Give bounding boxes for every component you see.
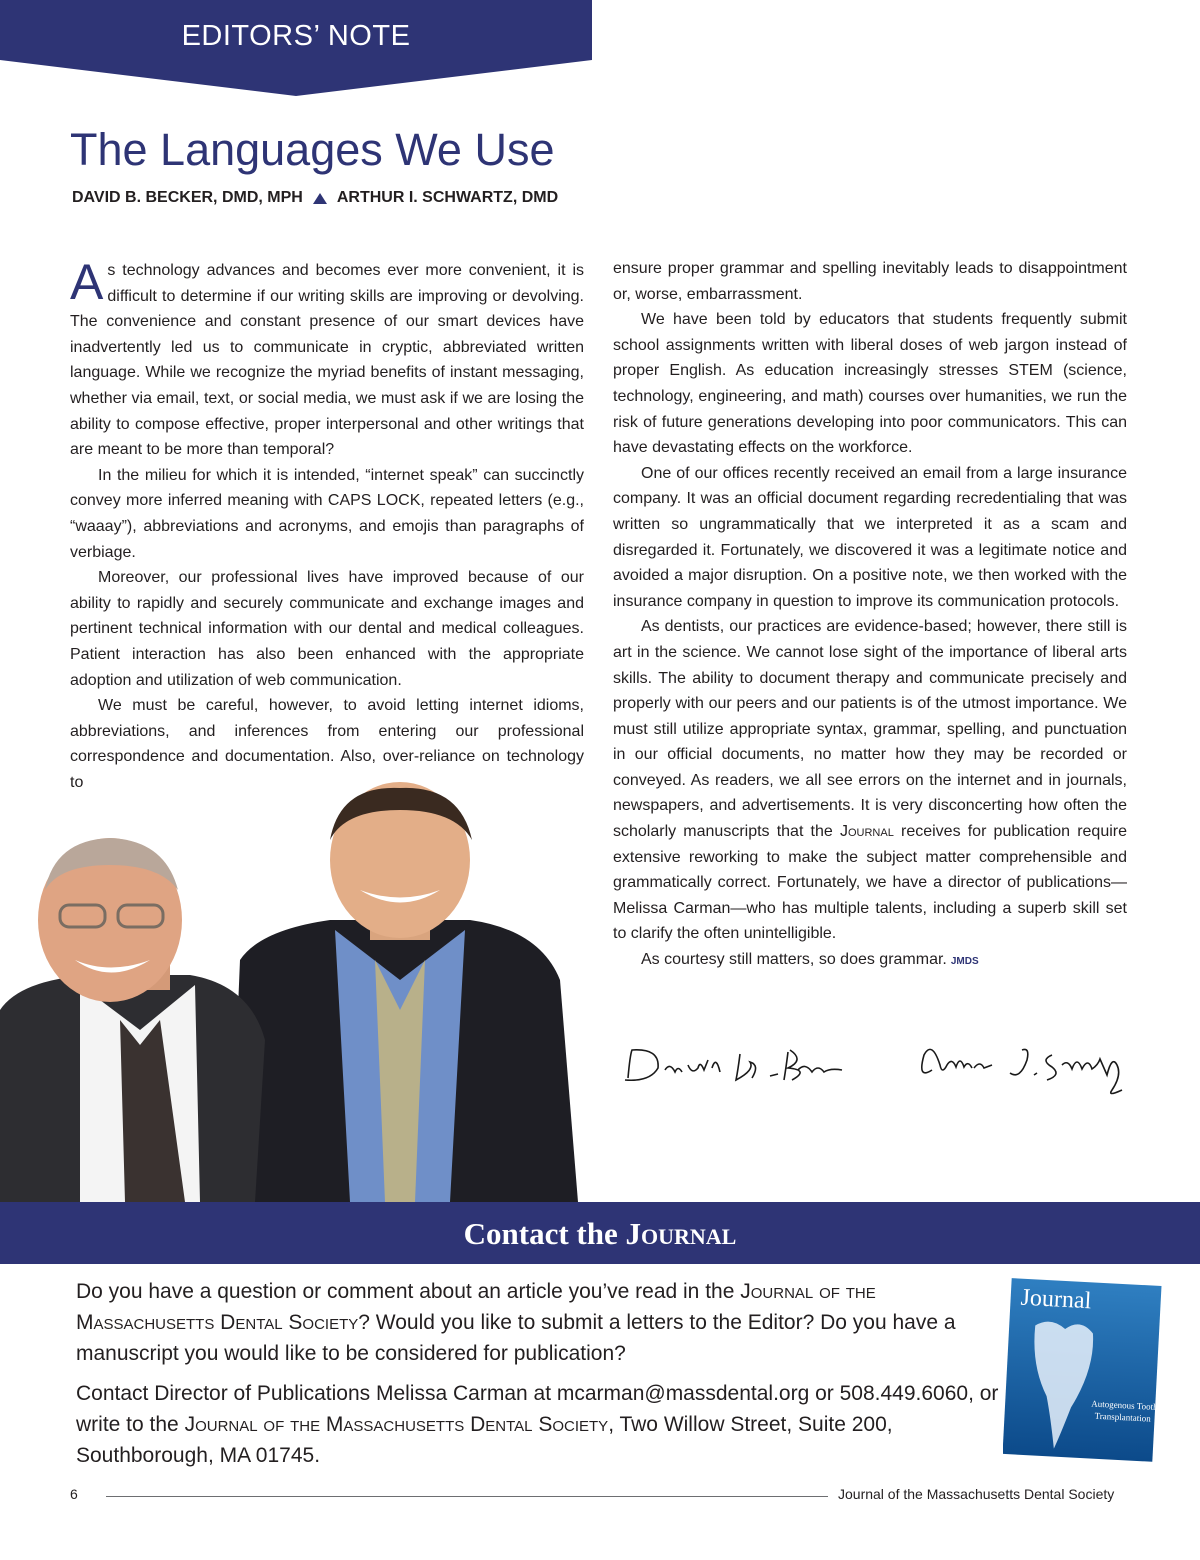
paragraph: We have been told by educators that students frequently submit school assignments written with liberal doses of web jargon instead of proper English. As education increasingly stresses STEM (science, technology, engineering, and math) courses over humanities, we run the risk of future generations developing into poor communicators. This can have devastating effects on the workforce. (613, 311, 1127, 457)
footer-journal-name: Journal of the Massachusetts Dental Society (838, 1486, 1115, 1502)
contact-heading-journal: Journal (625, 1216, 737, 1251)
contact-heading: Contact the Journal (463, 1216, 737, 1251)
cover-caption-1: Autogenous Tooth (1090, 1398, 1158, 1412)
paragraph: In the milieu for which it is intended, “internet speak” can succinctly convey more inferred meaning with CAPS LOCK, repeated letters (e.g., “waaay”), abbreviations and acronyms, and emojis than paragraphs of verbiage. (70, 466, 584, 561)
signature-becker (620, 1040, 850, 1090)
journal-smallcaps: Journal (839, 823, 894, 841)
paragraph: As dentists, our practices are evidence-based; however, there still is art in the science. We cannot lose sight of the importance of liberal arts skills. The ability to document therapy and communicate precisely and properly with our peers and our patients is of the utmost importance. We must still utilize appropriate syntax, grammar, spelling, and punctuation in our official documents, no matter how they may be recorded or conveyed. As readers, we all see errors on the internet and in journals, newspapers, and advertisements. It is very disconcerting how often the scholarly manuscripts that the Journal receives for publication require extensive reworking to make the subject matter comprehensible and grammatically correct. Fortunately, we have a director of publications—Melissa Carman—who has multiple talents, including a superb skill set to clarify the often unintelligible. (613, 618, 1128, 943)
author-1: DAVID B. BECKER, DMD, MPH (72, 189, 303, 206)
paragraph: As technology advances and becomes ever more convenient, it is difficult to determine if our writing skills are improving or devolving. The convenience and constant presence of our smart devices have inadvertently led us to communicate in cryptic, abbreviated written language. While we recognize the myriad benefits of instant messaging, whether via email, text, or social media, we must ask if we are losing the ability to compose effective, proper interpersonal and other writings that are meant to be more than temporal? (70, 254, 584, 459)
signature-schwartz (912, 1035, 1132, 1100)
closing-paragraph: As courtesy still matters, so does grammar. JMDS (641, 951, 979, 969)
drop-cap: A (70, 254, 104, 310)
paragraph: We must be careful, however, to avoid letting internet idioms, abbreviations, and inferences from entering our professional correspondence and documentation. Also, over-reliance on technology to (70, 697, 584, 791)
paragraph: One of our offices recently received an email from a large insurance company. It was an official document regarding recredentialing that was written so ungrammatically that we interpreted it as a scam and disregarded it. Fortunately, we discovered it was a legitimate notice and avoided a major disruption. On a positive note, we then worked with the insurance company in question to improve its communication protocols. (613, 464, 1127, 610)
article-column-right (613, 256, 1127, 975)
cover-title: Journal (1020, 1284, 1092, 1315)
section-banner (0, 0, 592, 96)
author-2: ARTHUR I. SCHWARTZ, DMD (336, 189, 559, 206)
contact-paragraph-1: Do you have a question or comment about an article you’ve read in the Journal of the Massachusetts Dental Society? Would you like to submit a letters to the Editor? Do you have a manuscript you would like to be considered for publication? (76, 1280, 956, 1365)
journal-smallcaps: Journal of the Massachusetts Dental Society (76, 1280, 876, 1334)
end-mark: JMDS (950, 956, 979, 968)
byline (72, 189, 558, 207)
page-number: 6 (70, 1486, 78, 1502)
triangle-separator-icon (313, 193, 327, 204)
editors-photo (0, 780, 580, 1202)
paragraph: ensure proper grammar and spelling inevitably leads to disappointment or, worse, embarrassment. (613, 260, 1127, 303)
banner-label: EDITORS’ NOTE (181, 20, 411, 52)
cover-caption-2: Transplantation (1094, 1410, 1151, 1424)
footer-rule (106, 1496, 828, 1497)
article-column-left (70, 254, 584, 795)
journal-cover-image (1003, 1278, 1163, 1462)
article-title: The Languages We Use (70, 124, 555, 175)
paragraph: Moreover, our professional lives have improved because of our ability to rapidly and securely communicate and exchange images and pertinent technical information with our dental and medical colleagues. Patient interaction has also been enhanced with the appropriate adoption and utilization of web communication. (70, 569, 584, 689)
contact-paragraph-2: Contact Director of Publications Melissa Carman at mcarman@massdental.org or 508.449.6060, or write to the Journal of the Massachusetts Dental Society, Two Willow Street, Suite 200, Southborough, MA 01745. (76, 1382, 999, 1467)
journal-smallcaps: Journal of the Massachusetts Dental Society (184, 1413, 609, 1436)
